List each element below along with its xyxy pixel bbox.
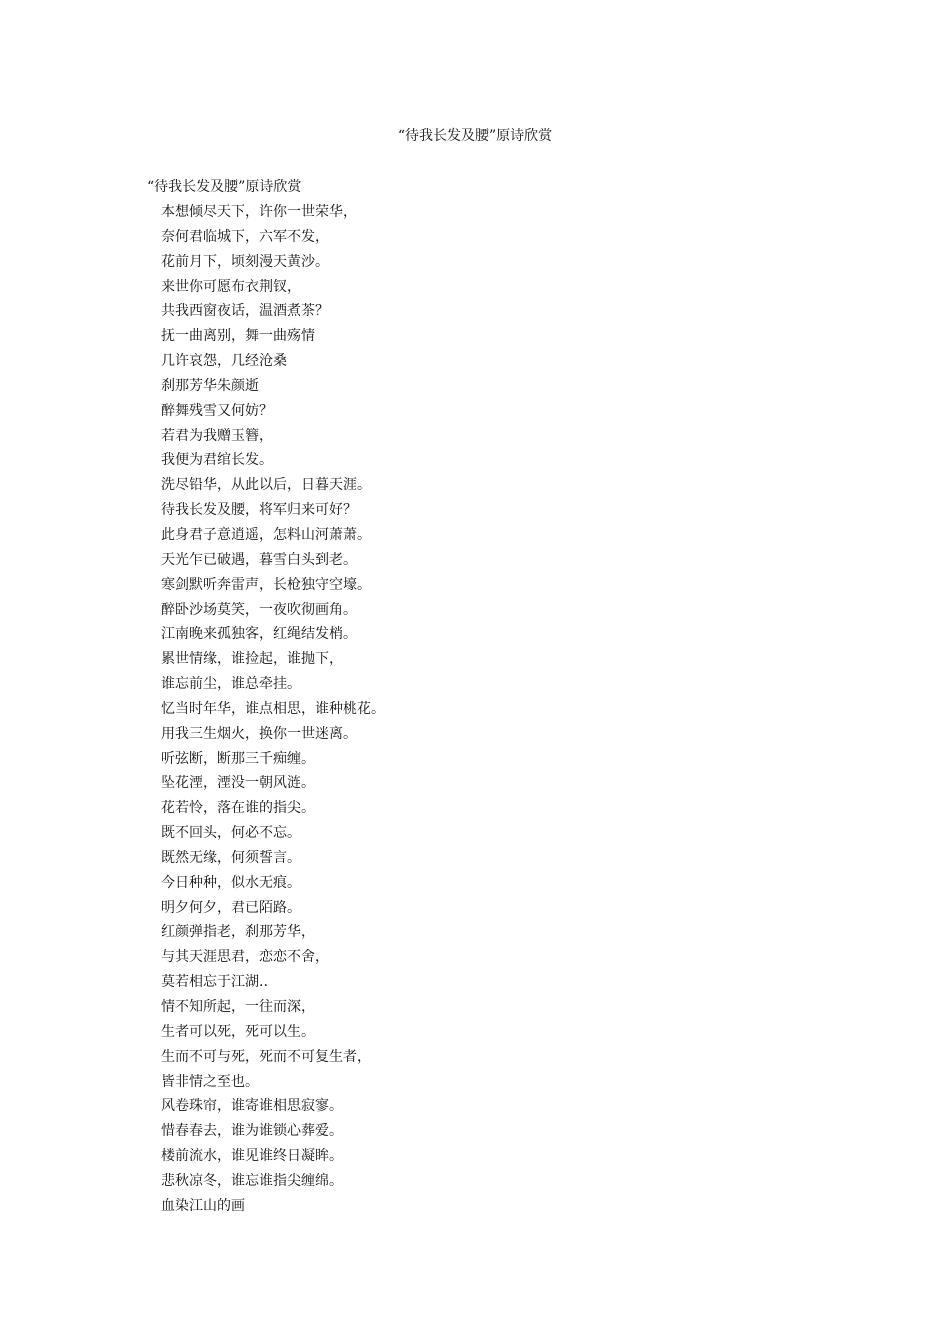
poem-line: 若君为我赠玉簪， xyxy=(161,427,273,444)
poem-line: 生者可以死，死可以生。 xyxy=(161,1023,315,1040)
poem-line: 明夕何夕，君已陌路。 xyxy=(161,899,301,916)
poem-line: 醉舞残雪又何妨？ xyxy=(161,402,273,419)
poem-line: 悲秋凉冬，谁忘谁指尖缠绵。 xyxy=(161,1172,343,1189)
poem-body xyxy=(161,202,385,1221)
poem-line: 来世你可愿布衣荆钗， xyxy=(161,278,301,295)
poem-line: 此身君子意逍遥，怎料山河萧萧。 xyxy=(161,526,371,543)
poem-line: 用我三生烟火，换你一世迷离。 xyxy=(161,725,357,742)
poem-line: 奈何君临城下，六军不发， xyxy=(161,228,329,245)
poem-line: 醉卧沙场莫笑，一夜吹彻画角。 xyxy=(161,601,357,618)
poem-heading: “待我长发及腰”原诗欣赏 xyxy=(147,179,302,195)
poem-line: 待我长发及腰，将军归来可好？ xyxy=(161,502,357,519)
poem-line: 与其天涯思君，恋恋不舍， xyxy=(161,949,329,966)
poem-line: 听弦断，断那三千痴缠。 xyxy=(161,750,315,767)
poem-line: 天光乍已破遇，暮雪白头到老。 xyxy=(161,551,357,568)
poem-line: 坠花湮，湮没一朝风涟。 xyxy=(161,775,315,792)
poem-line: 寒剑默听奔雷声，长枪独守空壕。 xyxy=(161,576,371,593)
poem-line: 刹那芳华朱颜逝 xyxy=(161,377,259,394)
poem-line: 皆非情之至也。 xyxy=(161,1073,259,1090)
poem-line: 花前月下，顷刻漫天黄沙。 xyxy=(161,253,329,270)
poem-line: 生而不可与死，死而不可复生者， xyxy=(161,1048,371,1065)
poem-line: 既然无缘，何须誓言。 xyxy=(161,849,301,866)
poem-line: 莫若相忘于江湖.. xyxy=(161,974,268,991)
poem-line: 本想倾尽天下，许你一世荣华， xyxy=(161,204,357,220)
poem-line: 风卷珠帘，谁寄谁相思寂寥。 xyxy=(161,1098,343,1115)
poem-line: 几许哀怨，几经沧桑 xyxy=(161,353,287,370)
poem-line: 忆当时年华，谁点相思，谁种桃花。 xyxy=(161,700,385,717)
poem-line: 既不回头，何必不忘。 xyxy=(161,825,301,842)
poem-line: 谁忘前尘，谁总牵挂。 xyxy=(161,676,301,693)
poem-line: 血染江山的画 xyxy=(161,1197,245,1214)
poem-line: 洗尽铅华，从此以后，日暮天涯。 xyxy=(161,477,371,494)
poem-line: 红颜弹指老，刹那芳华， xyxy=(161,924,315,941)
poem-line: 累世情缘，谁捡起，谁抛下， xyxy=(161,651,343,668)
poem-line: 共我西窗夜话，温酒煮茶？ xyxy=(161,303,329,320)
poem-line: 抚一曲离别，舞一曲殇情 xyxy=(161,328,315,345)
poem-line: 花若怜，落在谁的指尖。 xyxy=(161,800,315,817)
page-title: “待我长发及腰”原诗欣赏 xyxy=(397,128,553,144)
poem-line: 惜春春去，谁为谁锁心葬爱。 xyxy=(161,1123,343,1140)
poem-line: 江南晚来孤独客，红绳结发梢。 xyxy=(161,626,357,643)
poem-line: 楼前流水，谁见谁终日凝眸。 xyxy=(161,1148,343,1165)
poem-line: 今日种种，似水无痕。 xyxy=(161,874,301,891)
poem-line: 我便为君绾长发。 xyxy=(161,452,273,469)
poem-line: 情不知所起，一往而深， xyxy=(161,999,315,1015)
